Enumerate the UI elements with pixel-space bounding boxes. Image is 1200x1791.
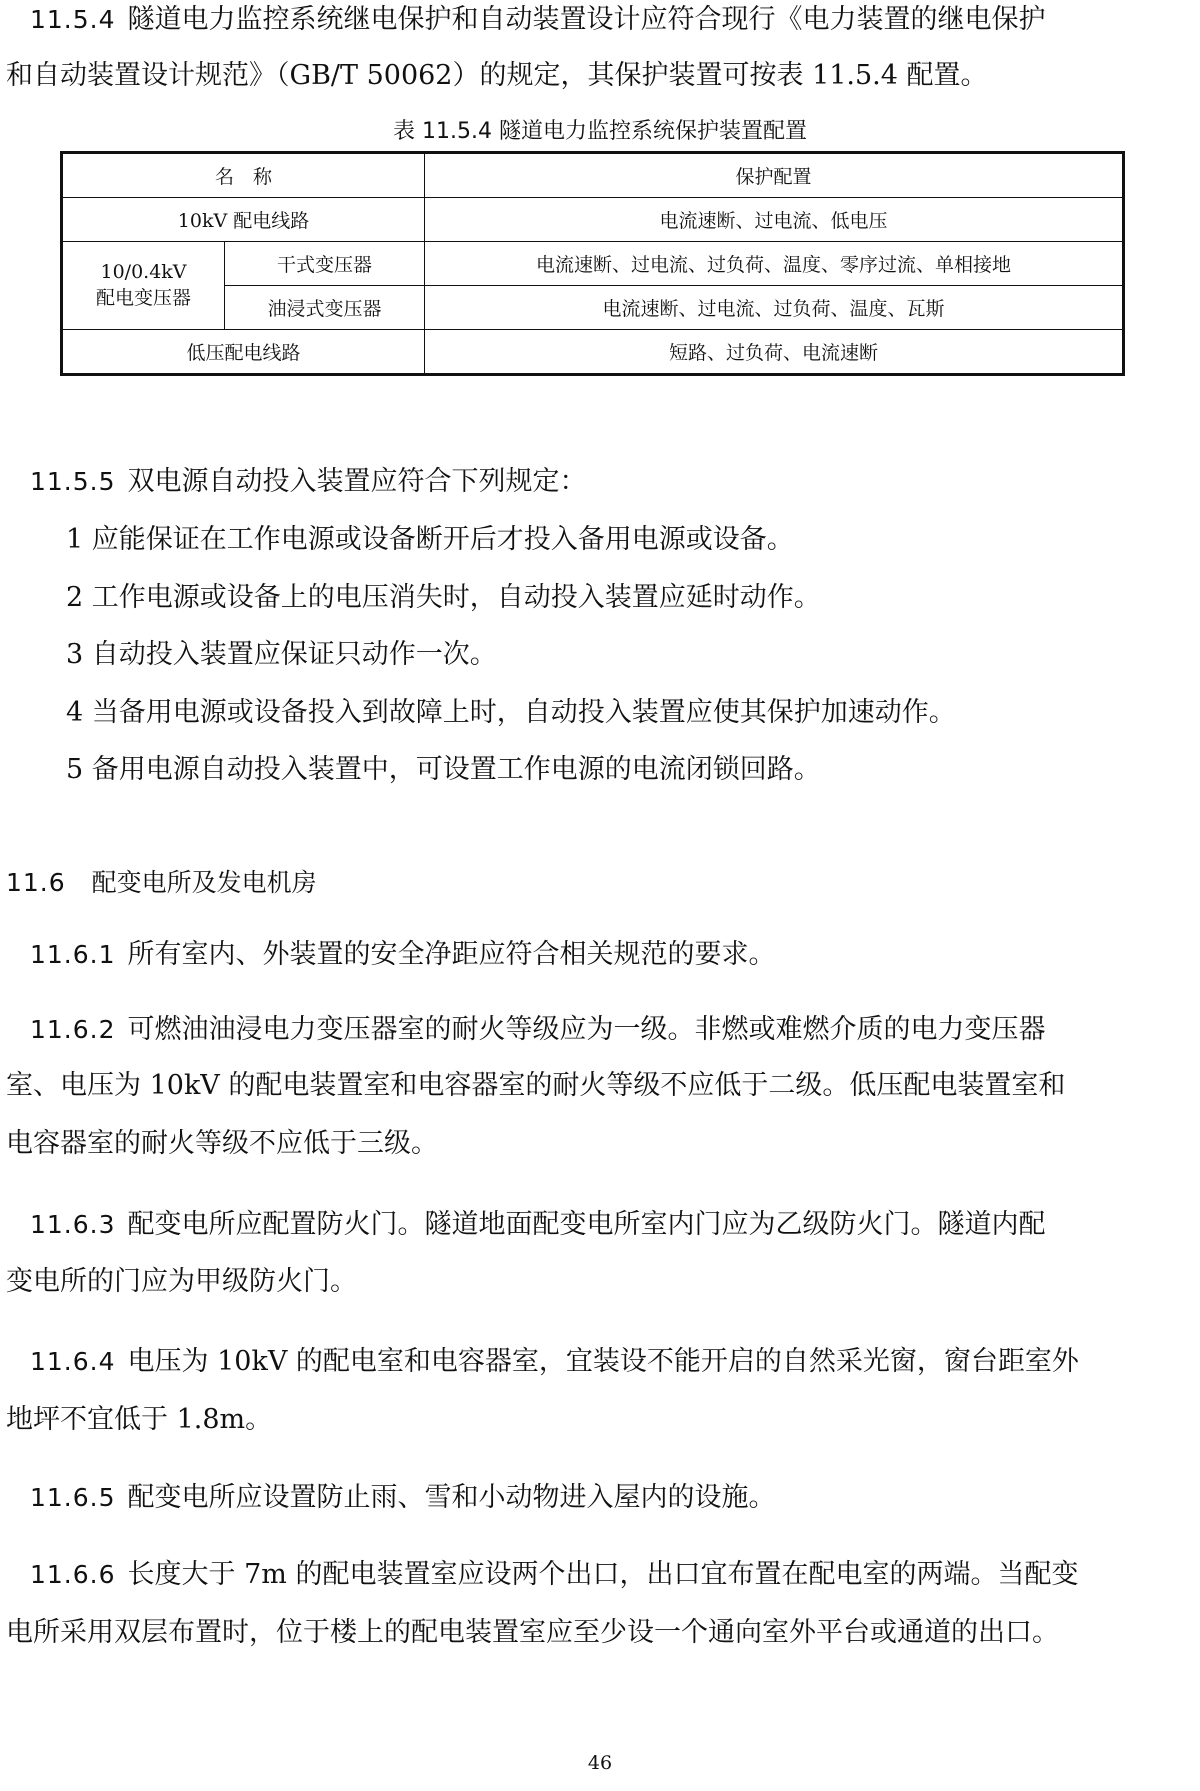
table-caption: 表 11.5.4 隧道电力监控系统保护装置配置 xyxy=(393,119,807,144)
clause-11-6-3-line-2: 变电所的门应为甲级防火门。 xyxy=(6,1266,357,1297)
clause-number: 11.6.1 xyxy=(30,940,116,969)
header-config-cell: 保护配置 xyxy=(425,153,1124,198)
row-config-cell: 电流速断、过电流、低电压 xyxy=(425,198,1124,242)
clause-11-6-4-line-2: 地坪不宜低于 1.8m。 xyxy=(6,1404,273,1435)
table-row xyxy=(62,153,1124,198)
clause-text: 长度大于 7m 的配电装置室应设两个出口，出口宜布置在配电室的两端。当配变 xyxy=(127,1559,1079,1590)
list-item: 3 自动投入装置应保证只动作一次。 xyxy=(66,639,497,670)
row-config-cell: 短路、过负荷、电流速断 xyxy=(425,330,1124,375)
clause-11-6-2-line-1 xyxy=(30,1012,1046,1048)
clause-text: 可燃油油浸电力变压器室的耐火等级应为一级。非燃或难燃介质的电力变压器 xyxy=(127,1014,1046,1045)
clause-number: 11.6.6 xyxy=(30,1560,116,1589)
table-row xyxy=(62,198,1124,242)
clause-number: 11.5.4 xyxy=(30,5,116,34)
clause-number: 11.6.5 xyxy=(30,1483,116,1512)
clause-text: 电压为 10kV 的配电室和电容器室，宜装设不能开启的自然采光窗，窗台距室外 xyxy=(127,1346,1079,1377)
clause-text: 配变电所应配置防火门。隧道地面配变电所室内门应为乙级防火门。隧道内配 xyxy=(127,1209,1046,1240)
clause-11-5-5-intro xyxy=(30,464,587,500)
group-name-cell xyxy=(62,242,225,330)
section-title: 配变电所及发电机房 xyxy=(91,868,317,897)
clause-11-5-4-line-2: 和自动装置设计规范》（GB/T 50062）的规定，其保护装置可按表 11.5.4 配置。 xyxy=(6,60,988,91)
page-number: 46 xyxy=(587,1752,613,1774)
row-name-cell: 低压配电线路 xyxy=(62,330,425,375)
group-name-line-1: 10/0.4kV xyxy=(100,261,187,283)
table-row xyxy=(62,242,1124,286)
list-item: 5 备用电源自动投入装置中，可设置工作电源的电流闭锁回路。 xyxy=(66,754,821,785)
clause-11-6-2-line-2: 室、电压为 10kV 的配电装置室和电容器室的耐火等级不应低于二级。低压配电装置室和 xyxy=(6,1070,1066,1101)
row-config-cell: 电流速断、过电流、过负荷、温度、瓦斯 xyxy=(425,286,1124,330)
list-item: 1 应能保证在工作电源或设备断开后才投入备用电源或设备。 xyxy=(66,524,794,555)
sub-name-cell: 干式变压器 xyxy=(225,242,425,286)
clause-11-6-6-line-1 xyxy=(30,1557,1078,1593)
clause-11-6-4-line-1 xyxy=(30,1344,1079,1380)
clause-11-6-5-line-1 xyxy=(30,1480,776,1516)
protection-config-table xyxy=(60,151,1125,376)
section-number: 11.6 xyxy=(6,868,66,897)
clause-number: 11.5.5 xyxy=(30,467,116,496)
section-heading xyxy=(6,865,317,901)
clause-number: 11.6.4 xyxy=(30,1347,116,1376)
group-name-line-2: 配电变压器 xyxy=(95,287,191,309)
clause-text: 配变电所应设置防止雨、雪和小动物进入屋内的设施。 xyxy=(127,1482,776,1513)
list-item: 2 工作电源或设备上的电压消失时，自动投入装置应延时动作。 xyxy=(66,582,821,613)
clause-text: 所有室内、外装置的安全净距应符合相关规范的要求。 xyxy=(127,939,776,970)
clause-11-6-3-line-1 xyxy=(30,1207,1046,1243)
row-name-cell: 10kV 配电线路 xyxy=(62,198,425,242)
clause-text: 双电源自动投入装置应符合下列规定： xyxy=(127,466,587,497)
clause-number: 11.6.3 xyxy=(30,1210,116,1239)
table-row xyxy=(62,330,1124,375)
clause-number: 11.6.2 xyxy=(30,1015,116,1044)
sub-name-cell: 油浸式变压器 xyxy=(225,286,425,330)
clause-11-6-2-line-3: 电容器室的耐火等级不应低于三级。 xyxy=(6,1128,438,1159)
clause-11-6-1-line-1 xyxy=(30,937,776,973)
clause-text: 隧道电力监控系统继电保护和自动装置设计应符合现行《电力装置的继电保护 xyxy=(127,4,1046,35)
row-config-cell: 电流速断、过电流、过负荷、温度、零序过流、单相接地 xyxy=(425,242,1124,286)
clause-11-5-4-line-1 xyxy=(30,2,1046,38)
clause-11-6-6-line-2: 电所采用双层布置时，位于楼上的配电装置室应至少设一个通向室外平台或通道的出口。 xyxy=(6,1617,1059,1648)
list-item: 4 当备用电源或设备投入到故障上时，自动投入装置应使其保护加速动作。 xyxy=(66,697,956,728)
header-name-cell: 名 称 xyxy=(62,153,425,198)
